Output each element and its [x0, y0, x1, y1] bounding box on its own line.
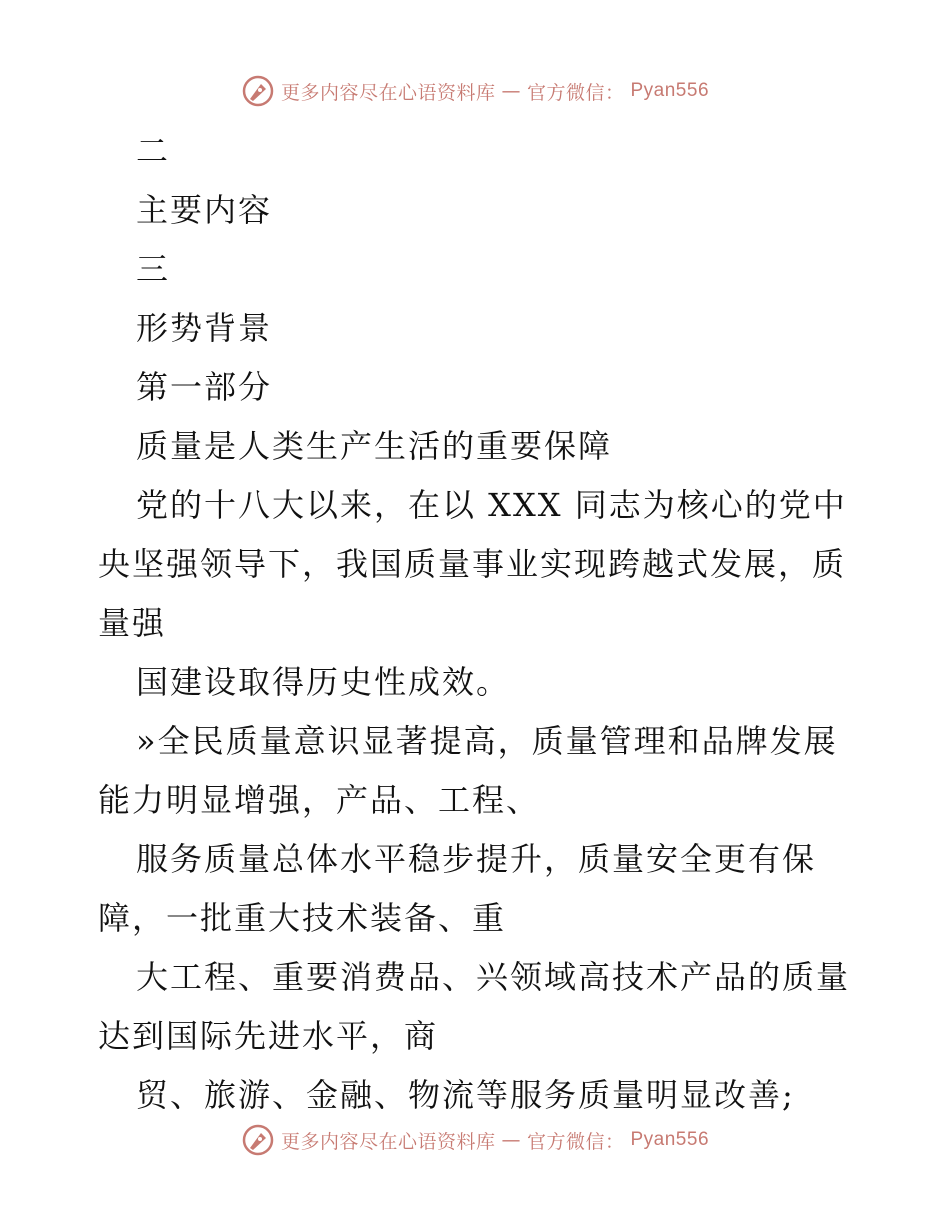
text-line: 贸、旅游、金融、物流等服务质量明显改善;	[136, 1076, 795, 1114]
text-line: 党的十八大以来，在以 XXX 同志为核心的党中	[136, 486, 847, 524]
text-line: 大工程、重要消费品、兴领域高技术产品的质量	[136, 958, 851, 996]
pen-nib-logo-icon	[241, 74, 275, 108]
text-line: 服务质量总体水平稳步提升，质量安全更有保	[136, 840, 817, 878]
text-line: 障，一批重大技术装备、重	[98, 899, 507, 937]
text-line: 形势背景	[136, 309, 273, 347]
document-body	[98, 122, 858, 1125]
text-line: 国建设取得历史性成效。	[136, 663, 511, 701]
header-watermark	[0, 71, 950, 111]
text-line: 主要内容	[136, 191, 273, 229]
watermark-wechat-id: Pyan556	[630, 80, 710, 101]
text-line: 质量是人类生产生活的重要保障	[136, 427, 613, 465]
text-line: »全民质量意识显著提高，质量管理和品牌发展	[136, 722, 838, 760]
watermark-label: 官方微信：	[526, 1130, 625, 1153]
watermark-label: 官方微信：	[526, 81, 625, 104]
text-line: 第一部分	[136, 368, 273, 406]
text-line: 央坚强领导下，我国质量事业实现跨越式发展，质	[98, 545, 847, 583]
watermark-site-text: 更多内容尽在心语资料库	[280, 1130, 496, 1153]
watermark-wechat-id: Pyan556	[630, 1129, 710, 1150]
watermark-separator: —	[501, 1129, 521, 1151]
watermark-separator: —	[501, 80, 521, 102]
pen-nib-logo-icon	[241, 1123, 275, 1157]
text-line: 二	[136, 132, 171, 170]
watermark-site-text: 更多内容尽在心语资料库	[280, 81, 496, 104]
footer-watermark	[0, 1120, 950, 1160]
text-line: 达到国际先进水平，商	[98, 1017, 439, 1055]
text-line: 能力明显增强，产品、工程、	[98, 781, 541, 819]
text-line: 量强	[98, 604, 167, 642]
text-line: 三	[136, 250, 171, 288]
